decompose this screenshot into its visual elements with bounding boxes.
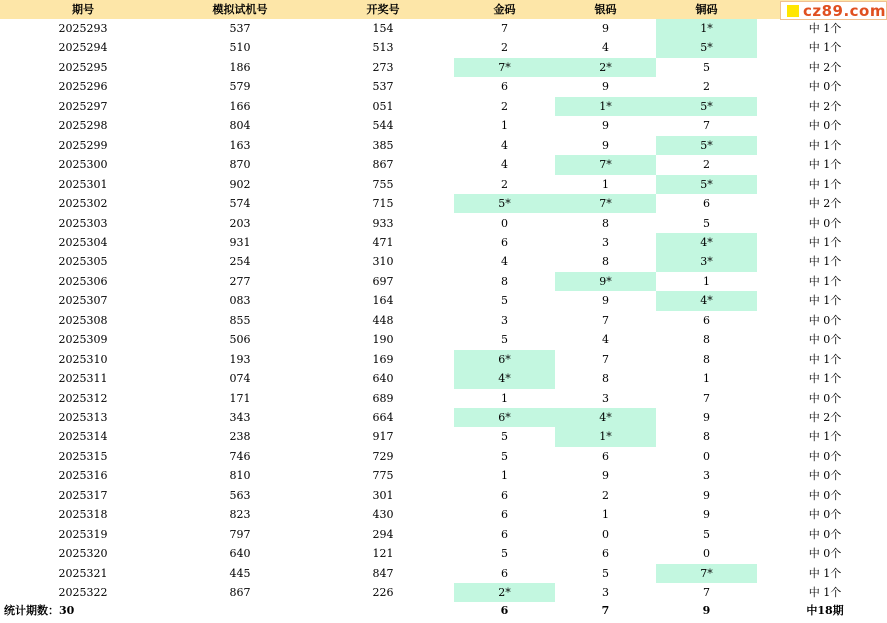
cell-draw: 775: [372, 469, 394, 483]
cell-result: 中 0个: [808, 119, 842, 133]
cell-period: 2025314: [58, 430, 108, 444]
cell-copper: 5*: [656, 38, 757, 57]
cell-period: 2025304: [58, 235, 108, 249]
cell-silver: 1*: [555, 97, 656, 116]
cell-sim: 193: [229, 352, 251, 366]
table-row: [0, 408, 887, 427]
cell-draw: 537: [372, 80, 394, 94]
cell-result: 中 0个: [808, 391, 842, 405]
cell-copper: 6: [703, 197, 710, 211]
cell-gold: 2: [501, 177, 508, 191]
table-row: [0, 311, 887, 330]
cell-copper: 5*: [656, 175, 757, 194]
cell-sim: 797: [229, 527, 251, 541]
cell-sim: 537: [229, 22, 251, 35]
cell-silver: 8: [602, 372, 609, 386]
cell-gold: 6: [501, 235, 508, 249]
cell-draw: 847: [372, 566, 394, 580]
table-row: [0, 583, 887, 602]
footer-label: 统计期数：30: [4, 604, 75, 617]
cell-copper: 7: [703, 119, 710, 133]
cell-sim: 163: [229, 138, 251, 152]
cell-draw: 755: [372, 177, 394, 191]
cell-sim: 186: [229, 60, 251, 74]
cell-silver: 6: [602, 449, 609, 463]
cell-sim: 870: [229, 158, 251, 172]
cell-silver: 9: [602, 22, 609, 35]
table-row: [0, 194, 887, 213]
cell-draw: 190: [372, 333, 394, 347]
cell-copper: 8: [703, 352, 710, 366]
header-copper: 铜码: [695, 3, 718, 16]
cell-result: 中 1个: [808, 177, 842, 191]
cell-copper: 5*: [656, 97, 757, 116]
cell-gold: 7*: [454, 58, 555, 77]
cell-copper: 9: [703, 488, 710, 502]
cell-sim: 640: [229, 547, 251, 561]
cell-draw: 513: [372, 41, 394, 55]
cell-period: 2025307: [58, 294, 108, 308]
cell-silver: 4: [602, 41, 609, 55]
cell-gold: 2: [501, 99, 508, 113]
cell-gold: 4*: [454, 369, 555, 388]
cell-copper: 7: [703, 391, 710, 405]
cell-sim: 238: [229, 430, 251, 444]
cell-draw: 164: [372, 294, 394, 308]
cell-result: 中 1个: [808, 430, 842, 444]
table-row: [0, 175, 887, 194]
cell-gold: 1: [501, 391, 508, 405]
cell-draw: 430: [372, 508, 394, 522]
cell-result: 中 1个: [808, 41, 842, 55]
cell-sim: 203: [229, 216, 251, 230]
cell-sim: 563: [229, 488, 251, 502]
table-row: [0, 447, 887, 466]
cell-silver: 9: [602, 294, 609, 308]
cell-sim: 931: [229, 235, 251, 249]
cell-period: 2025306: [58, 274, 108, 288]
cell-period: 2025318: [58, 508, 108, 522]
cell-result: 中 1个: [808, 294, 842, 308]
table-row: [0, 564, 887, 583]
cell-result: 中 0个: [808, 508, 842, 522]
cell-result: 中 1个: [808, 255, 842, 269]
cell-gold: 0: [501, 216, 508, 230]
cell-gold: 4: [501, 158, 508, 172]
cell-silver: 2*: [555, 58, 656, 77]
cell-sim: 823: [229, 508, 251, 522]
cell-period: 2025320: [58, 547, 108, 561]
cell-period: 2025294: [58, 41, 108, 55]
footer-silver: 7: [601, 604, 610, 617]
cell-copper: 2: [703, 158, 710, 172]
cell-draw: 226: [372, 586, 394, 600]
cell-silver: 5: [602, 566, 609, 580]
cell-sim: 254: [229, 255, 251, 269]
cell-copper: 5: [703, 60, 710, 74]
cell-silver: 9: [602, 138, 609, 152]
cell-draw: 169: [372, 352, 394, 366]
cell-copper: 7: [703, 586, 710, 600]
cell-sim: 083: [229, 294, 251, 308]
footer-copper: 9: [702, 604, 711, 617]
cell-sim: 810: [229, 469, 251, 483]
cell-sim: 343: [229, 411, 251, 424]
cell-copper: 3: [703, 469, 710, 483]
cell-result: 中 0个: [808, 469, 842, 483]
table-row: [0, 466, 887, 485]
cell-silver: 7: [602, 313, 609, 327]
cell-result: 中 1个: [808, 235, 842, 249]
cell-result: 中 0个: [808, 216, 842, 230]
cell-period: 2025305: [58, 255, 108, 269]
cell-copper: 2: [703, 80, 710, 94]
table-row: [0, 330, 887, 349]
cell-draw: 154: [372, 22, 394, 35]
table-row: [0, 136, 887, 155]
cell-copper: 1: [703, 372, 710, 386]
cell-period: 2025319: [58, 527, 108, 541]
cell-result: 中 0个: [808, 333, 842, 347]
cell-result: 中 1个: [808, 138, 842, 152]
cell-result: 中 0个: [808, 488, 842, 502]
table-footer: [0, 601, 887, 621]
table-row: [0, 214, 887, 233]
cell-result: 中 0个: [808, 449, 842, 463]
cell-gold: 6: [501, 566, 508, 580]
cell-copper: 6: [703, 313, 710, 327]
cell-silver: 8: [602, 216, 609, 230]
footer-result: 中18期: [806, 604, 844, 617]
cell-draw: 729: [372, 449, 394, 463]
table-row: [0, 272, 887, 291]
header-silver: 银码: [594, 3, 617, 16]
cell-gold: 7: [501, 22, 508, 35]
cell-gold: 6: [501, 488, 508, 502]
cell-draw: 544: [372, 119, 394, 133]
cell-result: 中 1个: [808, 158, 842, 172]
cell-silver: 3: [602, 586, 609, 600]
footer-gold: 6: [500, 604, 509, 617]
cell-gold: 5: [501, 430, 508, 444]
cell-gold: 2: [501, 41, 508, 55]
cell-gold: 5: [501, 547, 508, 561]
cell-draw: 051: [372, 99, 394, 113]
cell-copper: 5*: [656, 136, 757, 155]
cell-sim: 902: [229, 177, 251, 191]
table-row: [0, 252, 887, 271]
cell-silver: 3: [602, 235, 609, 249]
cell-sim: 804: [229, 119, 251, 133]
header-draw: 开奖号: [366, 3, 400, 16]
cell-period: 2025313: [58, 411, 108, 424]
cell-sim: 506: [229, 333, 251, 347]
table-row: [0, 77, 887, 96]
cell-sim: 171: [229, 391, 251, 405]
cell-copper: 5: [703, 216, 710, 230]
cell-gold: 6*: [454, 408, 555, 427]
cell-copper: 9: [703, 508, 710, 522]
cell-gold: 6*: [454, 350, 555, 369]
cell-gold: 6: [501, 527, 508, 541]
cell-draw: 689: [372, 391, 394, 405]
table-row: [0, 97, 887, 116]
cell-copper: 3*: [656, 252, 757, 271]
cell-result: 中 2个: [808, 60, 842, 74]
cell-silver: 7*: [555, 155, 656, 174]
cell-copper: 8: [703, 333, 710, 347]
cell-gold: 5: [501, 449, 508, 463]
cell-copper: 4*: [656, 291, 757, 310]
cell-silver: 7*: [555, 194, 656, 213]
cell-result: 中 0个: [808, 313, 842, 327]
table-row: [0, 544, 887, 563]
cell-result: 中 1个: [808, 22, 842, 35]
cell-sim: 277: [229, 274, 251, 288]
cell-gold: 6: [501, 508, 508, 522]
cell-copper: 9: [703, 411, 710, 424]
cell-period: 2025309: [58, 333, 108, 347]
cell-result: 中 2个: [808, 197, 842, 211]
cell-silver: 9: [602, 469, 609, 483]
cell-period: 2025312: [58, 391, 108, 405]
table-row: [0, 525, 887, 544]
cell-silver: 9: [602, 80, 609, 94]
cell-silver: 6: [602, 547, 609, 561]
cell-gold: 5: [501, 333, 508, 347]
logo-square-icon: [787, 5, 799, 17]
cell-draw: 867: [372, 158, 394, 172]
cell-period: 2025293: [58, 22, 108, 35]
cell-draw: 385: [372, 138, 394, 152]
cell-draw: 715: [372, 197, 394, 211]
cell-period: 2025310: [58, 352, 108, 366]
cell-result: 中 1个: [808, 352, 842, 366]
cell-draw: 697: [372, 274, 394, 288]
cell-sim: 746: [229, 449, 251, 463]
cell-silver: 7: [602, 352, 609, 366]
cell-period: 2025301: [58, 177, 108, 191]
cell-gold: 5*: [454, 194, 555, 213]
table-row: [0, 486, 887, 505]
table-row: [0, 389, 887, 408]
table-row: [0, 369, 887, 388]
table-row: [0, 19, 887, 38]
cell-draw: 273: [372, 60, 394, 74]
cell-gold: 3: [501, 313, 508, 327]
cell-period: 2025311: [58, 372, 108, 386]
cell-period: 2025302: [58, 197, 108, 211]
cell-period: 2025308: [58, 313, 108, 327]
header-sim: 模拟试机号: [212, 3, 268, 16]
cell-result: 中 1个: [808, 372, 842, 386]
cell-gold: 1: [501, 119, 508, 133]
cell-draw: 471: [372, 235, 394, 249]
cell-silver: 1: [602, 177, 609, 191]
table-row: [0, 233, 887, 252]
cell-result: 中 2个: [808, 99, 842, 113]
cell-period: 2025316: [58, 469, 108, 483]
cell-result: 中 0个: [808, 80, 842, 94]
table-row: [0, 427, 887, 446]
cell-period: 2025296: [58, 80, 108, 94]
cell-period: 2025298: [58, 119, 108, 133]
cell-period: 2025303: [58, 216, 108, 230]
cell-gold: 4: [501, 138, 508, 152]
cell-draw: 294: [372, 527, 394, 541]
cell-sim: 574: [229, 197, 251, 211]
cell-draw: 448: [372, 313, 394, 327]
header-gold: 金码: [493, 3, 516, 16]
cell-draw: 310: [372, 255, 394, 269]
cell-sim: 579: [229, 80, 251, 94]
cell-draw: 301: [372, 488, 394, 502]
cell-gold: 5: [501, 294, 508, 308]
cell-period: 2025315: [58, 449, 108, 463]
cell-result: 中 1个: [808, 566, 842, 580]
cell-copper: 0: [703, 547, 710, 561]
cell-silver: 2: [602, 488, 609, 502]
cell-silver: 1*: [555, 427, 656, 446]
table-row: [0, 155, 887, 174]
table-row: [0, 291, 887, 310]
table-header: [0, 0, 887, 19]
cell-gold: 1: [501, 469, 508, 483]
cell-silver: 1: [602, 508, 609, 522]
cz89-logo[interactable]: [780, 1, 887, 20]
table-row: [0, 505, 887, 524]
cell-sim: 855: [229, 313, 251, 327]
cell-period: 2025317: [58, 488, 108, 502]
cell-result: 中 0个: [808, 527, 842, 541]
logo-text: cz89.com: [802, 1, 886, 20]
cell-sim: 074: [229, 372, 251, 386]
cell-draw: 917: [372, 430, 394, 444]
cell-gold: 2*: [454, 583, 555, 602]
cell-gold: 4: [501, 255, 508, 269]
table-row: [0, 116, 887, 135]
cell-copper: 7*: [656, 564, 757, 583]
cell-sim: 867: [229, 586, 251, 600]
cell-period: 2025295: [58, 60, 108, 74]
cell-sim: 166: [229, 99, 251, 113]
cell-copper: 1*: [656, 19, 757, 38]
cell-period: 2025299: [58, 138, 108, 152]
cell-draw: 121: [372, 547, 394, 561]
cell-copper: 0: [703, 449, 710, 463]
cell-copper: 1: [703, 274, 710, 288]
cell-draw: 933: [372, 216, 394, 230]
cell-silver: 9: [602, 119, 609, 133]
cell-copper: 4*: [656, 233, 757, 252]
cell-gold: 8: [501, 274, 508, 288]
cell-copper: 8: [703, 430, 710, 444]
table-row: [0, 38, 887, 57]
cell-silver: 3: [602, 391, 609, 405]
cell-result: 中 2个: [808, 411, 842, 424]
cell-period: 2025300: [58, 158, 108, 172]
cell-period: 2025322: [58, 586, 108, 600]
cell-silver: 4*: [555, 408, 656, 427]
cell-result: 中 1个: [808, 586, 842, 600]
cell-result: 中 1个: [808, 274, 842, 288]
cell-period: 2025297: [58, 99, 108, 113]
cell-silver: 4: [602, 333, 609, 347]
table-row: [0, 58, 887, 77]
table-row: [0, 350, 887, 369]
header-period: 期号: [72, 3, 94, 16]
cell-result: 中 0个: [808, 547, 842, 561]
cell-sim: 510: [229, 41, 251, 55]
cell-sim: 445: [229, 566, 251, 580]
cell-silver: 8: [602, 255, 609, 269]
cell-silver: 9*: [555, 272, 656, 291]
cell-copper: 5: [703, 527, 710, 541]
cell-period: 2025321: [58, 566, 108, 580]
cell-gold: 6: [501, 80, 508, 94]
cell-silver: 0: [602, 527, 609, 541]
cell-draw: 640: [372, 372, 394, 386]
cell-draw: 664: [372, 411, 394, 424]
